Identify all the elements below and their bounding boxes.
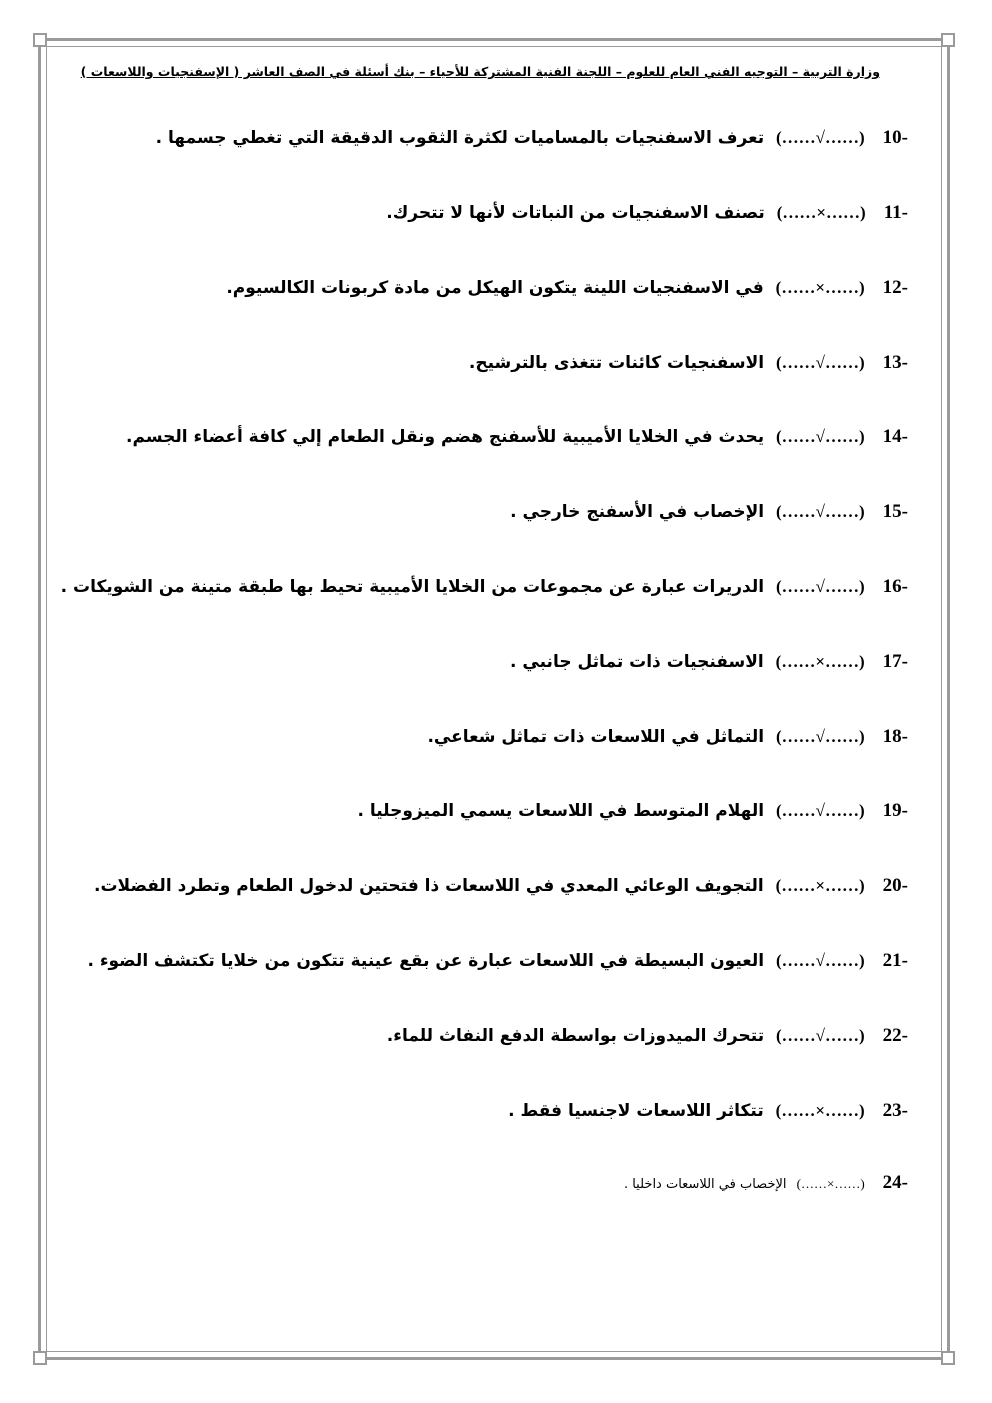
question-item xyxy=(226,277,908,299)
question-item xyxy=(126,426,908,448)
question-number: 22- xyxy=(882,1025,908,1046)
answer-mark: (……×……) xyxy=(796,1176,865,1191)
question-number: 11- xyxy=(883,202,908,223)
answer-mark: (……√……) xyxy=(776,502,865,521)
question-item xyxy=(469,352,908,374)
question-number: 12- xyxy=(882,277,908,298)
question-item xyxy=(624,1172,908,1194)
border-corner xyxy=(941,1351,955,1365)
question-text: في الاسفنجيات اللينة يتكون الهيكل من مادة كربونات الكالسيوم. xyxy=(226,278,764,298)
answer-mark: (……×……) xyxy=(775,1101,865,1120)
question-text: يحدث في الخلايا الأميبية للأسفنج هضم ونقل الطعام إلي كافة أعضاء الجسم. xyxy=(126,427,765,447)
question-number: 15- xyxy=(882,501,908,522)
answer-mark: (……√……) xyxy=(776,128,865,147)
question-text: التماثل في اللاسعات ذات تماثل شعاعي. xyxy=(427,727,765,747)
question-text: الدريرات عبارة عن مجموعات من الخلايا الأميبية تحيط بها طبقة متينة من الشويكات . xyxy=(60,577,765,597)
question-number: 10- xyxy=(882,127,908,148)
page-header: وزارة التربية – التوجيه الفني العام للعلوم – اللجنة الفنية المشتركة للأحياء – بنك أسئلة في الصف العاشر ( الإسفنجيات واللاسعات ) xyxy=(80,64,880,79)
answer-mark: (……√……) xyxy=(776,577,865,596)
question-text: الاسفنجيات كائنات تتغذى بالترشيح. xyxy=(468,353,765,373)
question-number: 17- xyxy=(882,651,908,672)
border-corner xyxy=(33,1351,47,1365)
question-item xyxy=(387,1025,908,1047)
question-text: الإخصاب في الأسفنج خارجي . xyxy=(510,502,765,522)
answer-mark: (……√……) xyxy=(776,353,865,372)
question-item xyxy=(508,1100,908,1122)
question-text: العيون البسيطة في اللاسعات عبارة عن بقع عينية تتكون من خلايا تكتشف الضوء . xyxy=(87,951,765,971)
question-text: الاسفنجيات ذات تماثل جانبي . xyxy=(510,652,764,672)
answer-mark: (……√……) xyxy=(776,1026,865,1045)
question-number: 24- xyxy=(882,1172,908,1193)
question-number: 23- xyxy=(882,1100,908,1121)
question-item xyxy=(94,875,908,897)
question-number: 20- xyxy=(882,875,908,896)
answer-mark: (……√……) xyxy=(776,727,865,746)
question-item xyxy=(427,726,908,748)
question-text: تتحرك الميدوزات بواسطة الدفع النفاث للماء. xyxy=(386,1026,765,1046)
question-item xyxy=(87,950,908,972)
answer-mark: (……√……) xyxy=(776,801,865,820)
question-number: 16- xyxy=(882,576,908,597)
question-number: 13- xyxy=(882,352,908,373)
question-text: الهلام المتوسط في اللاسعات يسمي الميزوجليا . xyxy=(357,801,765,821)
question-number: 14- xyxy=(882,426,908,447)
question-number: 18- xyxy=(882,726,908,747)
answer-mark: (……×……) xyxy=(775,876,865,895)
page-border-inner xyxy=(46,46,942,1352)
question-number: 19- xyxy=(882,800,908,821)
border-corner xyxy=(33,33,47,47)
question-text: التجويف الوعائي المعدي في اللاسعات ذا فتحتين لدخول الطعام وتطرد الفضلات. xyxy=(94,876,764,896)
answer-mark: (……×……) xyxy=(776,203,866,222)
question-text: تصنف الاسفنجيات من النباتات لأنها لا تتحرك. xyxy=(386,203,765,223)
question-item xyxy=(156,127,908,149)
border-corner xyxy=(941,33,955,47)
answer-mark: (……√……) xyxy=(776,427,865,446)
question-number: 21- xyxy=(882,950,908,971)
question-text: تتكاثر اللاسعات لاجنسيا فقط . xyxy=(508,1101,764,1121)
answer-mark: (……×……) xyxy=(775,278,865,297)
question-item xyxy=(357,800,908,822)
answer-mark: (……√……) xyxy=(776,951,865,970)
question-text: تعرف الاسفنجيات بالمساميات لكثرة الثقوب الدقيقة التي تغطي جسمها . xyxy=(155,128,765,148)
question-item xyxy=(510,501,908,523)
question-item xyxy=(510,651,908,673)
question-item xyxy=(61,576,908,598)
question-item xyxy=(386,202,908,224)
question-text: الإخصاب في اللاسعات داخليا . xyxy=(623,1177,787,1192)
answer-mark: (……×……) xyxy=(775,652,865,671)
